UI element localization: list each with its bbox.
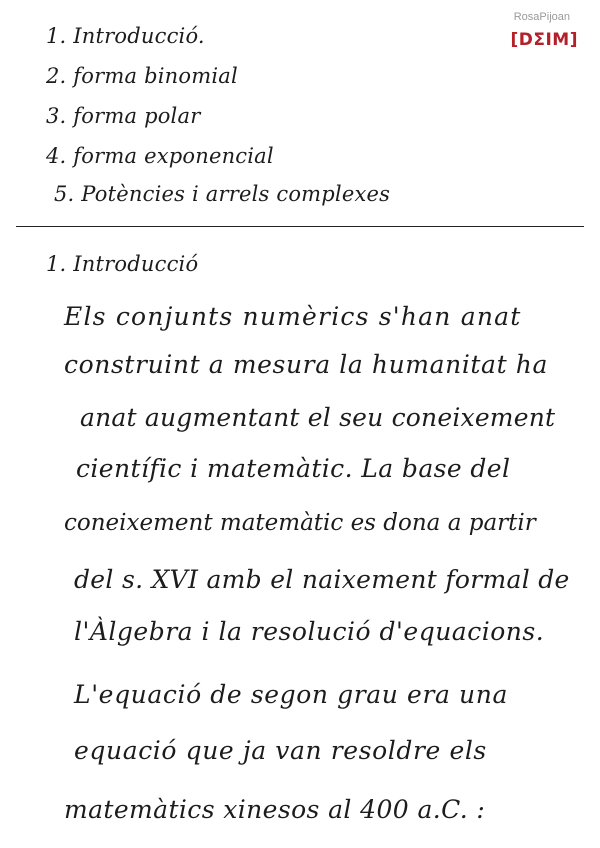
body-line: Els conjunts numèrics s'han anat [64, 302, 522, 331]
body-line: del s. XVI amb el naixement formal de [74, 565, 570, 594]
toc-item: 5. Potències i arrels complexes [54, 182, 391, 206]
body-line: coneixement matemàtic es dona a partir [64, 510, 536, 536]
body-line: construint a mesura la humanitat ha [64, 350, 548, 379]
body-line: L'equació de segon grau era una [74, 680, 508, 709]
body-line: l'Àlgebra i la resolució d'equacions. [74, 617, 545, 646]
body-line: equació que ja van resoldre els [74, 736, 487, 765]
toc-item: 3. forma polar [46, 104, 201, 128]
body-line: matemàtics xinesos al 400 a.C. : [64, 795, 486, 824]
toc-item: 2. forma binomial [46, 64, 238, 88]
toc-item: 1. Introducció. [46, 24, 205, 48]
department-logo: [DΣIM] [510, 30, 578, 50]
toc-item: 4. forma exponencial [46, 144, 274, 168]
body-line: científic i matemàtic. La base del [76, 454, 511, 483]
section-title: 1. Introducció [46, 252, 199, 276]
author-name: RosaPijoan [513, 11, 570, 23]
body-line: anat augmentant el seu coneixement [80, 403, 556, 432]
